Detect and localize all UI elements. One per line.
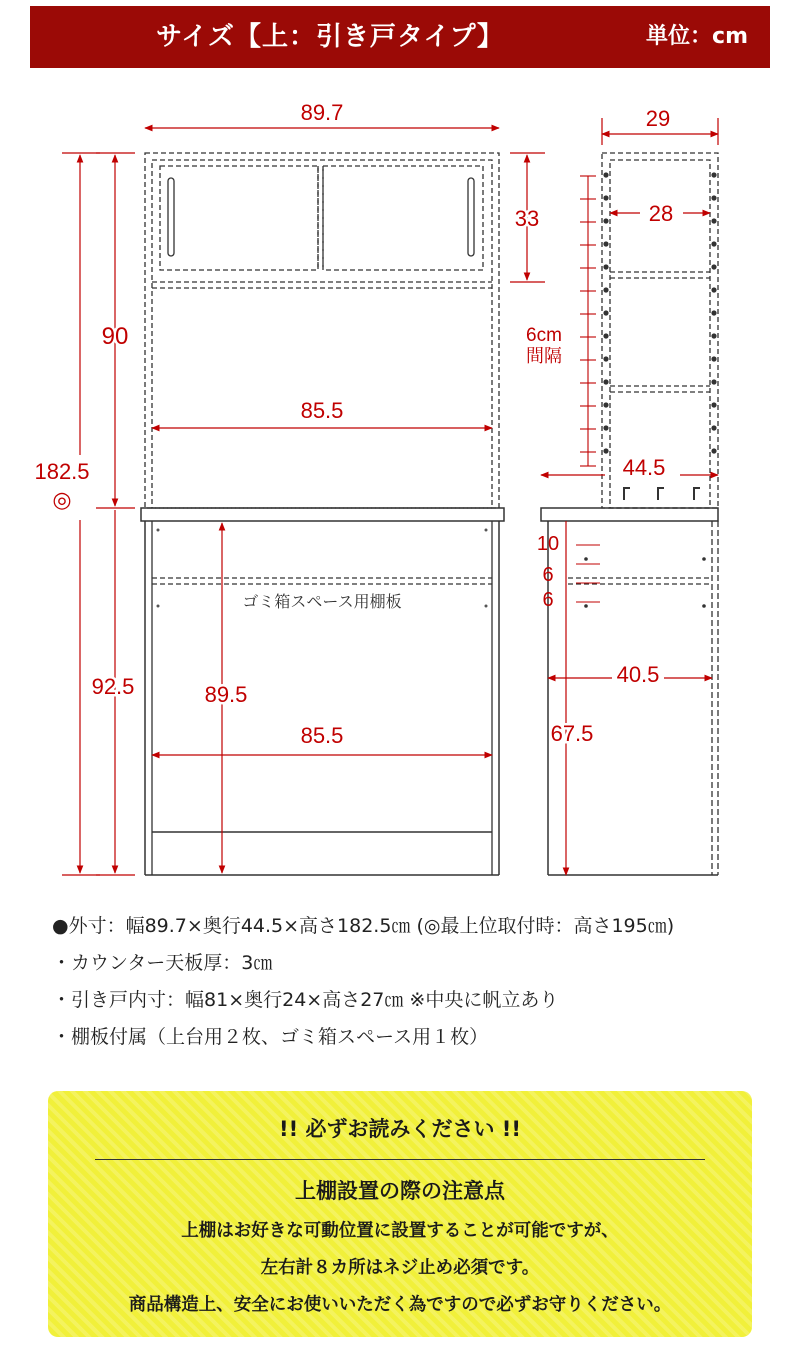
spec-text: カウンター天板厚：3㎝ xyxy=(71,952,273,974)
lower-inner-width-label: 85.5 xyxy=(300,723,344,748)
trash-shelf-label: ゴミ箱スペース用棚板 xyxy=(242,592,402,611)
side-cabinet-drawing xyxy=(541,153,718,875)
upper-depth-label: 29 xyxy=(645,106,671,131)
trash-space-height-label: 67.5 xyxy=(550,721,594,746)
notice-box xyxy=(48,1091,752,1337)
header-banner xyxy=(30,6,770,68)
spec-bullet: ・ xyxy=(52,1026,72,1048)
total-width-label: 89.7 xyxy=(300,100,344,125)
notice-line: 上棚はお好きな可動位置に設置することが可能ですが、 xyxy=(181,1221,619,1241)
notice-divider xyxy=(95,1159,705,1160)
spec-bullet: ・ xyxy=(52,952,72,974)
spec-text: 引き戸内寸：幅81×奥行24×高さ27㎝ ※中央に帆立あり xyxy=(71,989,559,1011)
upper-height-label: 90 xyxy=(101,323,129,350)
lower-inner-height-label: 89.5 xyxy=(204,682,248,707)
notice-subheading: 上棚設置の際の注意点 xyxy=(295,1179,505,1203)
spec-item-door-inner-size xyxy=(52,982,782,1019)
upper-inner-depth-label: 28 xyxy=(648,201,674,226)
notice-line: 商品構造上、安全にお使いいただく為ですので必ずお守りください。 xyxy=(128,1295,672,1315)
shelf-gap-1-label: 6 xyxy=(542,564,554,586)
upper-inner-width-label: 85.5 xyxy=(300,398,344,423)
total-height-mark: ◎ xyxy=(52,487,72,512)
spec-item-counter-thickness xyxy=(52,945,782,982)
shelf-gap-2-label: 6 xyxy=(542,589,554,611)
notice-heading: !! 必ずお読みください !! xyxy=(279,1117,521,1141)
lower-inner-depth-label: 40.5 xyxy=(616,662,660,687)
unit-label: 単位：cm xyxy=(646,24,748,49)
shelf-pitch-value: 6cm xyxy=(526,325,562,346)
side-shelf-pins xyxy=(584,172,716,607)
spec-list xyxy=(52,908,782,1056)
notice-body xyxy=(48,1213,752,1324)
page-title: サイズ【上：引き戸タイプ】 xyxy=(156,22,504,52)
shelf-pitch-label: 間隔 xyxy=(526,346,562,366)
shelf-pitch-ticks xyxy=(576,176,600,602)
lower-height-label: 92.5 xyxy=(91,674,135,699)
total-height-label: 182.5 xyxy=(34,459,90,484)
door-height-label: 33 xyxy=(514,206,540,231)
counter-depth-label: 44.5 xyxy=(622,455,666,480)
notice-line: 左右計８カ所はネジ止め必須です。 xyxy=(260,1258,540,1278)
spec-text: 棚板付属（上台用２枚、ゴミ箱スペース用１枚） xyxy=(71,1026,489,1048)
top-gap-label: 10 xyxy=(536,533,560,555)
spec-bullet: ・ xyxy=(52,989,72,1011)
spec-bullet: ● xyxy=(52,915,69,937)
dimension-diagram xyxy=(0,80,800,900)
front-cabinet-drawing xyxy=(141,153,504,875)
spec-item-outer-size xyxy=(52,908,782,945)
spec-item-shelves xyxy=(52,1019,782,1056)
spec-text: 外寸：幅89.7×奥行44.5×高さ182.5㎝ (◎最上位取付時：高さ195㎝) xyxy=(68,915,675,937)
